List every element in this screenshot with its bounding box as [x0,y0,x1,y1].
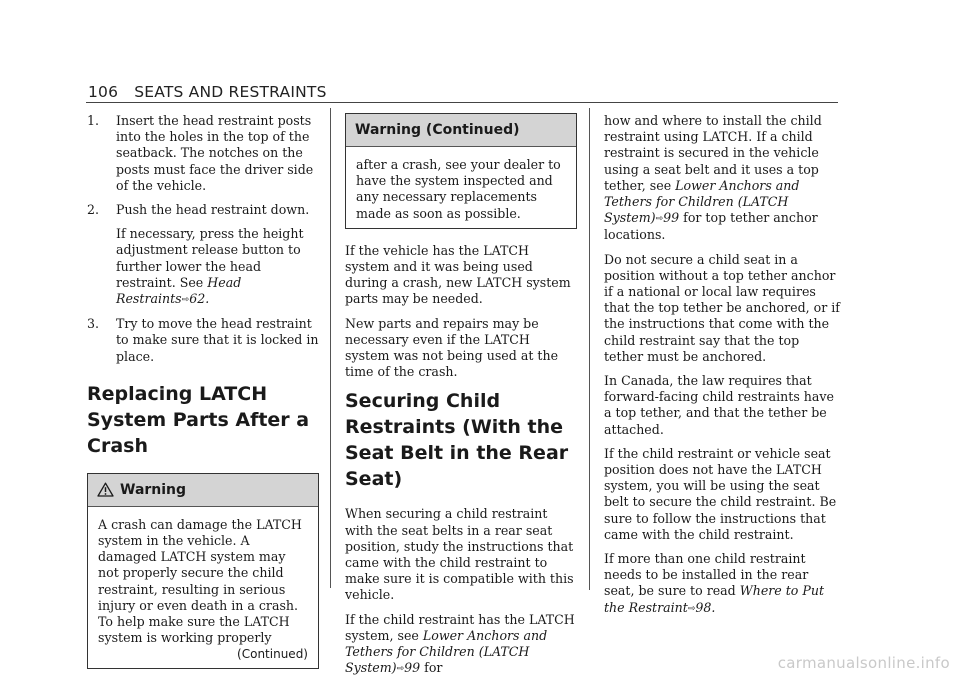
list-item [87,113,319,194]
header-rule [86,102,838,103]
page-reference-arrow-icon: ⇨ [396,664,405,675]
paragraph: If the vehicle has the LATCH system and it was being used during a crash, new LATCH system parts may be needed. [345,242,571,307]
cross-reference-link[interactable]: Lower Anchors and Tethers for Children (LATCH System) [604,177,800,226]
warning-body [346,147,576,228]
cross-reference-page[interactable]: 62 [189,291,206,307]
list-item [87,316,319,365]
continued-label: (Continued) [237,647,308,662]
column-right [604,113,840,625]
warning-body [88,507,318,669]
step-text: Push the head restraint down. [116,202,310,218]
step-number: 1. [87,113,100,128]
step-note: If necessary, press the height adjustment release button to further lower the head restraint. See Head Restraints⇨62. [116,226,304,307]
column-middle [345,113,577,685]
warning-triangle-icon [97,482,114,497]
warning-title: Warning [120,481,187,498]
cross-reference-link[interactable]: Head Restraints [116,274,242,307]
warning-title: Warning (Continued) [355,122,520,138]
step-number: 2. [87,202,100,218]
paragraph: New parts and repairs may be necessary even if the LATCH system was not being used at the time of the crash. [345,315,559,380]
warning-text: A crash can damage the LATCH system in the vehicle. A damaged LATCH system may not properly secure the child restraint, resulting in serious injury or even death in a crash. To help make sure the LATCH system is working properly [98,516,302,646]
warning-header [346,114,576,147]
column-left [87,113,319,683]
page-reference-arrow-icon: ⇨ [687,603,696,614]
paragraph: If the child restraint has the LATCH system, see Lower Anchors and Tethers for Children (LATCH System)⇨99 for [345,611,575,676]
paragraph: Do not secure a child seat in a position without a top tether anchor if a national or local law requires that the top tether be anchored, or if the instructions that come with the child restraint say that the top tether must be anchored. [604,251,840,364]
steps-list [87,113,319,365]
paragraph: In Canada, the law requires that forward-facing child restraints have a top tether, and that the tether be attached. [604,373,834,437]
step-text: Insert the head restraint posts into the holes in the top of the seatback. The notches on the posts must face the driver side of the vehicle. [116,113,314,193]
step-number: 3. [87,316,100,332]
column-divider [330,108,331,588]
cross-reference-link[interactable]: Where to Put the Restraint [604,583,825,615]
warning-box-continued [345,113,577,229]
page-reference-arrow-icon: ⇨ [181,295,190,306]
running-header [88,83,327,101]
paragraph: how and where to install the child restraint using LATCH. If a child restraint is secured in the vehicle using a seat belt and it uses a top tether, see Lower Anchors and Tethers for Children (LATCH System)⇨99 for top tether anchor locations. [604,113,822,243]
cross-reference-link[interactable]: Lower Anchors and Tethers for Children (LATCH System) [345,627,548,676]
watermark: carmanualsonline.info [777,654,950,672]
list-item [87,202,319,308]
page-number: 106 [88,83,119,101]
cross-reference-page[interactable]: 98 [695,599,712,615]
page-reference-arrow-icon: ⇨ [655,214,664,225]
warning-text: after a crash, see your dealer to have the system inspected and any necessary replacements made as soon as possible. [356,157,561,221]
step-text: Try to move the head restraint to make sure that it is locked in place. [116,316,319,364]
column-divider [589,108,590,590]
warning-box [87,473,319,670]
section-title: SEATS AND RESTRAINTS [134,83,327,101]
paragraph: If more than one child restraint needs to be installed in the rear seat, be sure to read Where to Put the Restraint⇨98. [604,551,825,615]
section-heading: Replacing LATCH System Parts After a Crash [87,382,310,457]
warning-header [88,474,318,507]
paragraph: If the child restraint or vehicle seat position does not have the LATCH system, you will be using the seat belt to secure the child restraint. Be sure to follow the instructions that came with the child restraint. [604,445,837,542]
section-heading: Securing Child Restraints (With the Seat Belt in the Rear Seat) [345,390,569,491]
cross-reference-page[interactable]: 99 [663,210,680,226]
cross-reference-page[interactable]: 99 [404,660,421,676]
paragraph: When securing a child restraint with the seat belts in a rear seat position, study the instructions that came with the child restraint to make sure it is compatible with this vehicle. [345,506,574,603]
